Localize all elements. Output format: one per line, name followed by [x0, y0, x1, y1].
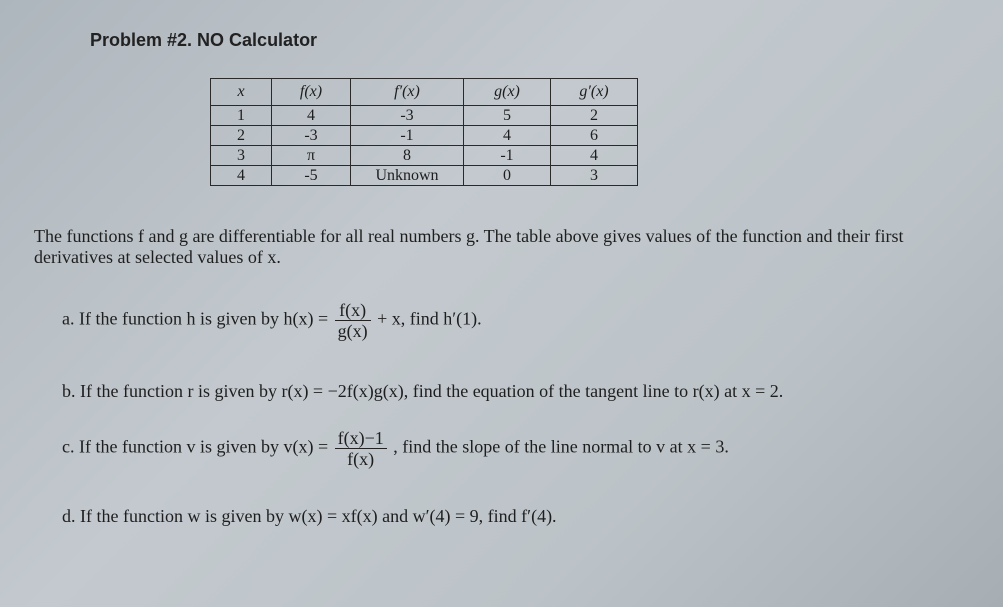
table-cell: -1 — [464, 146, 551, 166]
table-cell: 4 — [272, 106, 351, 126]
table-row — [211, 166, 638, 186]
table-cell: -3 — [272, 126, 351, 146]
table-row — [211, 146, 638, 166]
part-a-suffix: + x, find h′(1). — [377, 308, 482, 329]
values-table — [210, 78, 638, 186]
table-cell: -5 — [272, 166, 351, 186]
fraction-denominator: g(x) — [337, 321, 368, 341]
part-c-prefix: c. If the function v is given by v(x) = — [62, 436, 329, 457]
table-cell: 4 — [551, 146, 638, 166]
table-cell: 4 — [211, 166, 272, 186]
part-a-fraction — [335, 300, 371, 341]
table-cell: -1 — [351, 126, 464, 146]
table-cell: 2 — [211, 126, 272, 146]
table-cell: 1 — [211, 106, 272, 126]
table-cell: 2 — [551, 106, 638, 126]
table-cell: π — [272, 146, 351, 166]
table-header: g′(x) — [551, 79, 638, 106]
table-cell: 8 — [351, 146, 464, 166]
fraction-numerator: f(x) — [335, 300, 371, 321]
table-header: f(x) — [272, 79, 351, 106]
part-a-prefix: a. If the function h is given by h(x) = — [62, 308, 329, 329]
table-cell: 0 — [464, 166, 551, 186]
intro-paragraph: The functions f and g are differentiable for all real numbers g. The table above gives values of the function and their first derivatives at selected values of x. — [34, 226, 904, 267]
table-cell: 3 — [551, 166, 638, 186]
part-c-fraction — [335, 428, 387, 469]
problem-title: Problem #2. NO Calculator — [90, 30, 318, 50]
table-cell: 6 — [551, 126, 638, 146]
fraction-denominator: f(x) — [347, 449, 375, 469]
fraction-numerator: f(x)−1 — [335, 428, 387, 449]
table-header: f′(x) — [351, 79, 464, 106]
table-cell: 5 — [464, 106, 551, 126]
part-d: d. If the function w is given by w(x) = xf(x) and w′(4) = 9, find f′(4). — [62, 506, 557, 526]
part-b: b. If the function r is given by r(x) = −2f(x)g(x), find the equation of the tangent line to r(x) at x = 2. — [62, 381, 784, 401]
table-row — [211, 126, 638, 146]
part-a — [62, 300, 482, 341]
table-header: x — [211, 79, 272, 106]
table-cell: Unknown — [351, 166, 464, 186]
table-cell: 4 — [464, 126, 551, 146]
table-row — [211, 106, 638, 126]
part-c — [62, 428, 729, 469]
table-cell: -3 — [351, 106, 464, 126]
table-cell: 3 — [211, 146, 272, 166]
part-c-suffix: , find the slope of the line normal to v at x = 3. — [393, 436, 729, 457]
table-header: g(x) — [464, 79, 551, 106]
table-header-row — [211, 79, 638, 106]
